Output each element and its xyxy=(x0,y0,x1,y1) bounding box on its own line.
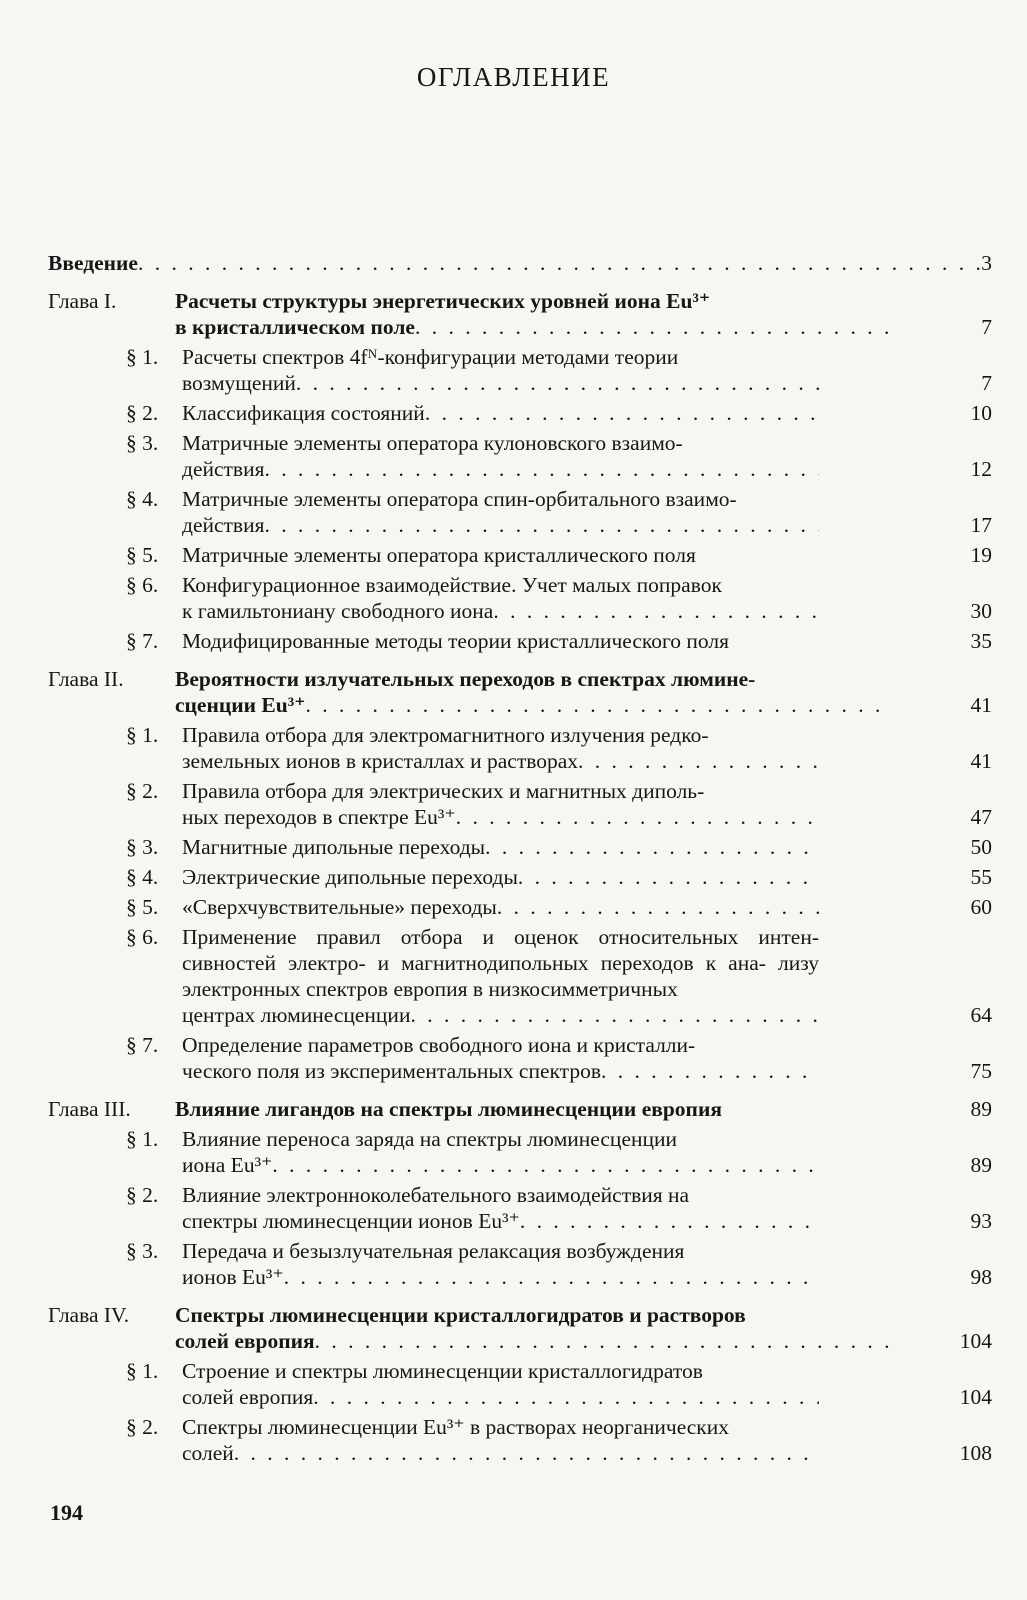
chapter-label: Глава II. xyxy=(48,667,124,691)
toc-chapter[interactable] xyxy=(48,1302,992,1354)
section-title: Классификация состояний xyxy=(182,401,425,425)
page-ref: 104 xyxy=(959,1329,992,1353)
section-title-line2: действия xyxy=(182,513,265,537)
section-title-line2: ионов Eu³⁺ xyxy=(182,1265,284,1289)
toc-entry-introduction[interactable] xyxy=(48,250,992,276)
section-title-line2: действия xyxy=(182,457,265,481)
page-ref: 41 xyxy=(970,749,992,773)
toc-section[interactable] xyxy=(48,572,992,624)
dot-leader xyxy=(456,804,819,830)
section-title-line2: иона Eu³⁺ xyxy=(182,1153,273,1177)
section-number: § 1. xyxy=(126,345,159,369)
toc-section[interactable] xyxy=(48,778,992,830)
page-ref: 75 xyxy=(970,1059,992,1083)
page-ref: 17 xyxy=(970,513,992,537)
dot-leader xyxy=(415,314,890,340)
dot-leader xyxy=(497,894,819,920)
section-number: § 5. xyxy=(126,543,159,567)
page-ref: 89 xyxy=(970,1153,992,1177)
chapter-title-line2: солей европия xyxy=(175,1329,315,1353)
section-title-line1: Правила отбора для электромагнитного излучения редко- xyxy=(182,723,709,747)
dot-leader xyxy=(315,1328,890,1354)
dot-leader xyxy=(410,1002,819,1028)
toc-section[interactable] xyxy=(48,834,992,860)
section-title-line1: Передача и безызлучательная релаксация возбуждения xyxy=(182,1239,685,1263)
section-title-line1: Правила отбора для электрических и магнитных диполь- xyxy=(182,779,705,803)
page-ref: 55 xyxy=(970,865,992,889)
section-title-line2: ных переходов в спектре Eu³⁺ xyxy=(182,805,456,829)
page-ref: 19 xyxy=(970,543,992,567)
section-title-line2: возмущений xyxy=(182,371,296,395)
chapter-title-line1: Расчеты структуры энергетических уровней иона Eu³⁺ xyxy=(175,289,711,313)
chapter-label: Глава I. xyxy=(48,289,117,313)
toc-section[interactable] xyxy=(48,894,992,920)
section-title-line2: спектры люминесценции ионов Eu³⁺ xyxy=(182,1209,520,1233)
chapter-title-line2: сценции Eu³⁺ xyxy=(175,693,306,717)
dot-leader xyxy=(264,512,819,538)
section-number: § 7. xyxy=(126,1033,159,1057)
dot-leader xyxy=(518,864,819,890)
toc-chapter[interactable] xyxy=(48,666,992,718)
toc-section[interactable] xyxy=(48,1414,992,1466)
page-ref: 47 xyxy=(970,805,992,829)
section-title-line1: Применение правил отбора и оценок относительных интен- сивностей электро- и магнитнодипольных переходов к ана- лизу электронных спектров европия в низкосимметричных xyxy=(182,925,819,1001)
section-title-line1: Спектры люминесценции Eu³⁺ в растворах неорганических xyxy=(182,1415,730,1439)
chapter-title: Влияние лигандов на спектры люминесценции европия xyxy=(175,1097,722,1121)
page-ref: 89 xyxy=(970,1097,992,1121)
dot-leader xyxy=(485,834,819,860)
page-number: 194 xyxy=(50,1500,83,1525)
page-ref: 35 xyxy=(970,629,992,653)
toc-section[interactable] xyxy=(48,400,992,426)
section-title-line1: Влияние электронноколебательного взаимодействия на xyxy=(182,1183,690,1207)
section-number: § 2. xyxy=(126,401,159,425)
toc-section[interactable] xyxy=(48,486,992,538)
section-title: Матричные элементы оператора кристаллического поля xyxy=(182,543,696,567)
section-number: § 3. xyxy=(126,431,159,455)
section-title-line1: Определение параметров свободного иона и кристалли- xyxy=(182,1033,696,1057)
section-title-line2: центрах люминесценции xyxy=(182,1003,411,1027)
page-ref: 98 xyxy=(970,1265,992,1289)
section-number: § 3. xyxy=(126,835,159,859)
section-title-line2: земельных ионов в кристаллах и растворах xyxy=(182,749,579,773)
toc-section[interactable] xyxy=(48,924,992,1028)
dot-leader xyxy=(264,456,819,482)
section-number: § 4. xyxy=(126,865,159,889)
page-ref: 3 xyxy=(981,251,992,275)
introduction-label: Введение xyxy=(48,251,138,275)
chapter-title-line1: Вероятности излучательных переходов в спектрах люмине- xyxy=(175,667,756,691)
section-title-line2: ческого поля из экспериментальных спектров xyxy=(182,1059,601,1083)
dot-leader xyxy=(284,1264,819,1290)
section-title: Электрические дипольные переходы xyxy=(182,865,518,889)
section-title-line1: Влияние переноса заряда на спектры люминесценции xyxy=(182,1127,678,1151)
section-number: § 2. xyxy=(126,1183,159,1207)
section-number: § 4. xyxy=(126,487,159,511)
page-ref: 10 xyxy=(970,401,992,425)
section-number: § 1. xyxy=(126,723,159,747)
section-number: § 7. xyxy=(126,629,159,653)
toc-section[interactable] xyxy=(48,542,992,568)
section-title-line1: Конфигурационное взаимодействие. Учет малых поправок xyxy=(182,573,722,597)
chapter-label: Глава III. xyxy=(48,1097,131,1121)
dot-leader xyxy=(138,250,981,276)
page-ref: 30 xyxy=(970,599,992,623)
page-ref: 93 xyxy=(970,1209,992,1233)
section-title-line1: Расчеты спектров 4fᴺ-конфигурации методами теории xyxy=(182,345,679,369)
section-title: Магнитные дипольные переходы xyxy=(182,835,486,859)
dot-leader xyxy=(493,598,819,624)
page-ref: 60 xyxy=(970,895,992,919)
section-number: § 5. xyxy=(126,895,159,919)
toc-section[interactable] xyxy=(48,628,992,654)
chapter-title-line1: Спектры люминесценции кристаллогидратов и растворов xyxy=(175,1303,746,1327)
table-of-contents xyxy=(48,250,992,1466)
toc-section[interactable] xyxy=(48,1238,992,1290)
toc-section[interactable] xyxy=(48,430,992,482)
page-ref: 50 xyxy=(970,835,992,859)
section-title-line2: солей xyxy=(182,1441,234,1465)
dot-leader xyxy=(234,1440,819,1466)
page-ref: 104 xyxy=(959,1385,992,1409)
page-ref: 41 xyxy=(970,693,992,717)
chapter-label: Глава IV. xyxy=(48,1303,130,1327)
toc-chapter[interactable] xyxy=(48,1096,992,1122)
section-title: Модифицированные методы теории кристаллического поля xyxy=(182,629,730,653)
toc-section[interactable] xyxy=(48,722,992,774)
section-number: § 1. xyxy=(126,1127,159,1151)
toc-section[interactable] xyxy=(48,864,992,890)
section-number: § 1. xyxy=(126,1359,159,1383)
page-title: ОГЛАВЛЕНИЕ xyxy=(416,62,611,92)
section-title-line2: к гамильтониану свободного иона xyxy=(182,599,494,623)
dot-leader xyxy=(578,748,819,774)
page-ref: 64 xyxy=(970,1003,992,1027)
section-number: § 3. xyxy=(126,1239,159,1263)
chapter-title-line2: в кристаллическом поле xyxy=(175,315,415,339)
dot-leader xyxy=(520,1208,819,1234)
section-title-line1: Матричные элементы оператора кулоновского взаимо- xyxy=(182,431,683,455)
dot-leader xyxy=(306,692,891,718)
page-ref: 108 xyxy=(959,1441,992,1465)
toc-section[interactable] xyxy=(48,1126,992,1178)
section-number: § 6. xyxy=(126,925,159,949)
section-number: § 2. xyxy=(126,1415,159,1439)
dot-leader xyxy=(425,400,819,426)
page-ref: 12 xyxy=(970,457,992,481)
toc-section[interactable] xyxy=(48,344,992,396)
dot-leader xyxy=(272,1152,819,1178)
section-title: «Сверхчувствительные» переходы xyxy=(182,895,497,919)
toc-chapter[interactable] xyxy=(48,288,992,340)
toc-section[interactable] xyxy=(48,1032,992,1084)
dot-leader xyxy=(601,1058,819,1084)
section-title-line1: Матричные элементы оператора спин-орбитального взаимо- xyxy=(182,487,737,511)
toc-section[interactable] xyxy=(48,1182,992,1234)
toc-section[interactable] xyxy=(48,1358,992,1410)
dot-leader xyxy=(313,1384,819,1410)
section-title-line2: солей европия xyxy=(182,1385,314,1409)
dot-leader xyxy=(296,370,819,396)
section-title-line1: Строение и спектры люминесценции кристаллогидратов xyxy=(182,1359,703,1383)
page-ref: 7 xyxy=(981,315,992,339)
section-number: § 2. xyxy=(126,779,159,803)
section-number: § 6. xyxy=(126,573,159,597)
page-ref: 7 xyxy=(981,371,992,395)
